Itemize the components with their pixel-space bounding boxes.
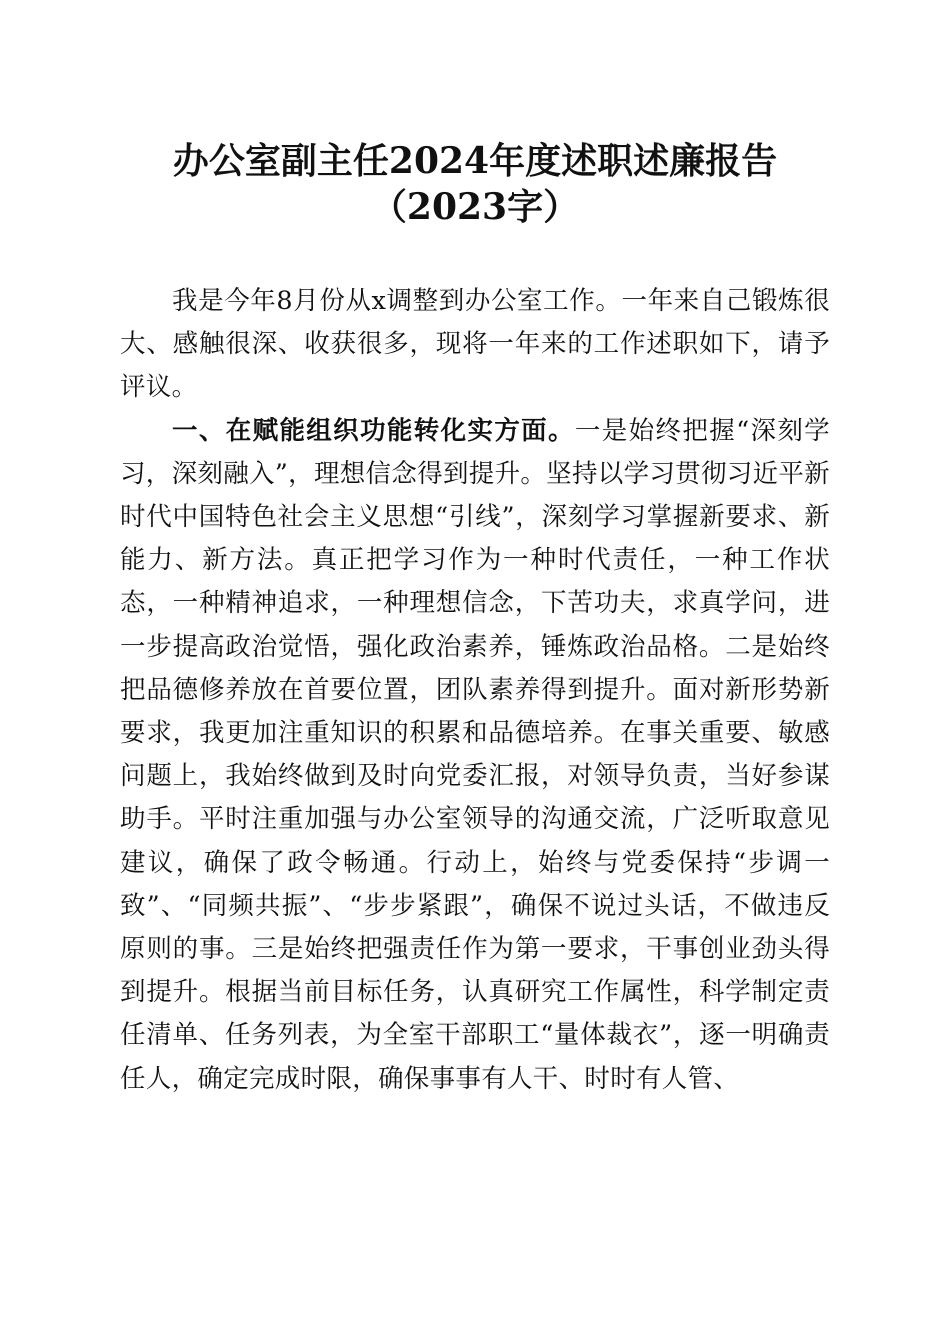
paragraph-section-one xyxy=(120,410,830,1101)
section-one-text: 一是始终把握“深刻学习，深刻融入”，理想信念得到提升。坚持以学习贯彻习近平新时代中国特色社会主义思想“引线”，深刻学习掌握新要求、新能力、新方法。真正把学习作为一种时代责任，一种工作状态，一种精神追求，一种理想信念，下苦功夫，求真学问，进一步提高政治觉悟，强化政治素养，锤炼政治品格。二是始终把品德修养放在首要位置，团队素养得到提升。面对新形势新要求，我更加注重知识的积累和品德培养。在事关重要、敏感问题上，我始终做到及时向党委汇报，对领导负责，当好参谋助手。平时注重加强与办公室领导的沟通交流，广泛听取意见建议，确保了政令畅通。行动上，始终与党委保持“步调一致”、“同频共振”、“步步紧跟”，确保不说过头话，不做违反原则的事。三是始终把强责任作为第一要求，干事创业劲头得到提升。根据当前目标任务，认真研究工作属性，科学制定责任清单、任务列表，为全室干部职工“量体裁衣”，逐一明确责任人，确定完成时限，确保事事有人干、时时有人管、 xyxy=(120,415,830,1094)
paragraph-intro-text: 我是今年8月份从x调整到办公室工作。一年来自己锻炼很大、感触很深、收获很多，现将一年来的工作述职如下，请予评议。 xyxy=(120,286,830,403)
document-body xyxy=(120,280,830,1101)
paragraph-intro xyxy=(120,280,830,410)
section-one-heading: 一、在赋能组织功能转化实方面。 xyxy=(172,415,575,446)
document-title: 办公室副主任2024年度述职述廉报告（2023字） xyxy=(172,140,778,228)
